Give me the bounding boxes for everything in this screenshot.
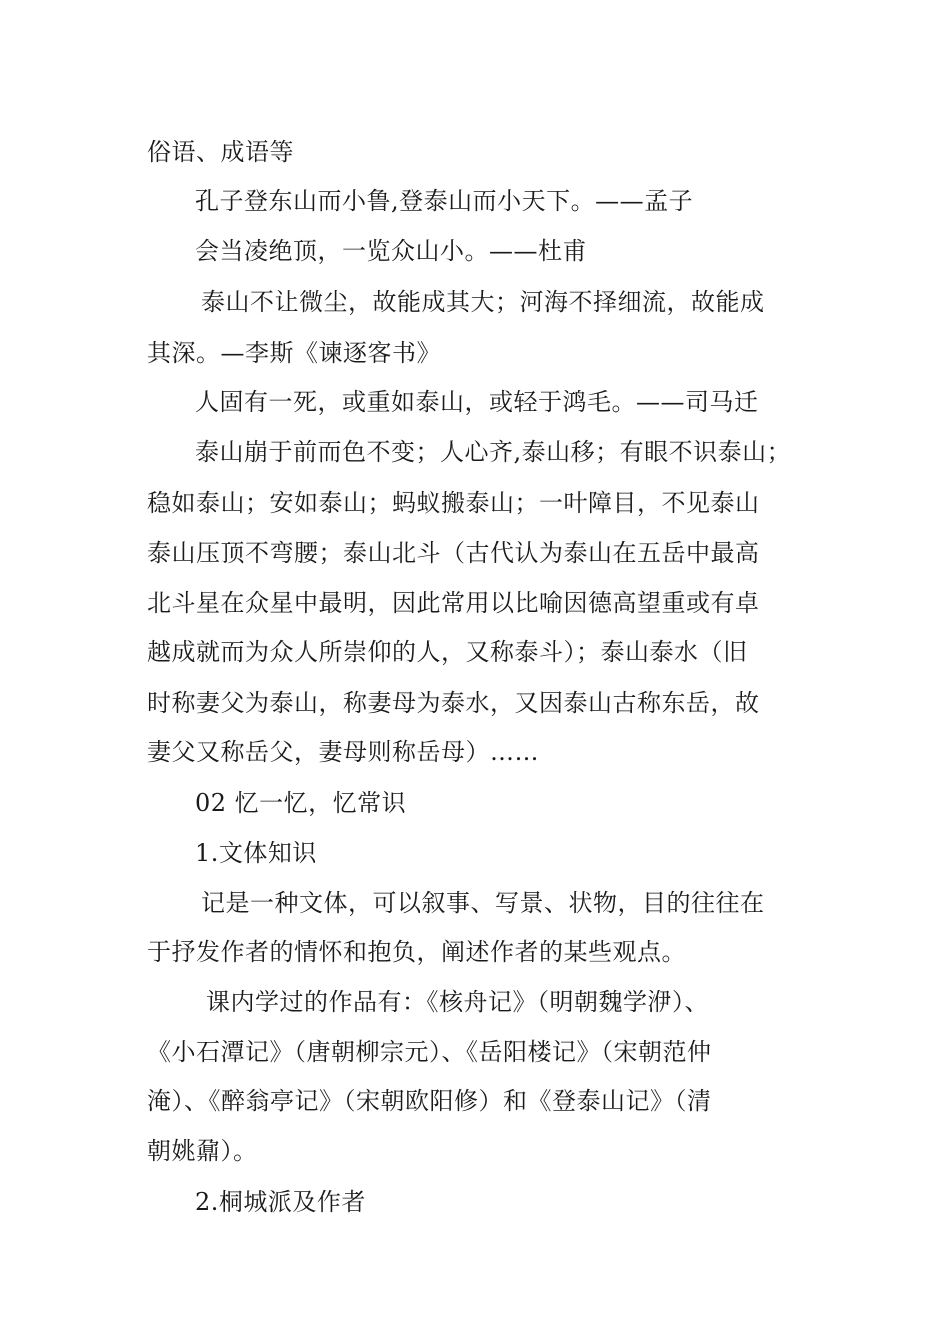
text-line-14: 记是一种文体，可以叙事、写景、状物，目的往往在	[201, 889, 765, 917]
subsection-heading-2: 2.桐城派及作者	[195, 1188, 366, 1216]
text-line-1: 俗语、成语等	[147, 138, 294, 166]
section-heading: 02 忆一忆，忆常识	[195, 789, 407, 817]
text-line-2: 孔子登东山而小鲁,登泰山而小天下。——孟子	[195, 187, 694, 215]
text-line-13: 妻父又称岳父，妻母则称岳母）……	[147, 738, 539, 766]
text-line-17: 《小石潭记》（唐朝柳宗元）、《岳阳楼记》（宋朝范仲	[147, 1038, 712, 1066]
subsection-heading-1: 1.文体知识	[195, 839, 317, 867]
text-line-11: 越成就而为众人所崇仰的人，又称泰斗）；泰山泰水（旧	[147, 638, 748, 666]
text-line-12: 时称妻父为泰山，称妻母为泰水，又因泰山古称东岳，故	[147, 689, 760, 717]
text-line-4: 泰山不让微尘，故能成其大；河海不择细流，故能成	[201, 288, 765, 316]
text-line-10: 北斗星在众星中最明，因此常用以比喻因德高望重或有卓	[147, 589, 760, 617]
text-line-18: 淹）、《醉翁亭记》（宋朝欧阳修）和《登泰山记》（清	[147, 1087, 712, 1115]
text-line-16: 课内学过的作品有：《核舟记》（明朝魏学洢）、	[206, 988, 709, 1016]
text-line-6: 人固有一死，或重如泰山，或轻于鸿毛。——司马迁	[195, 388, 759, 416]
text-line-3: 会当凌绝顶，一览众山小。——杜甫	[195, 237, 587, 265]
text-line-9: 泰山压顶不弯腰；泰山北斗（古代认为泰山在五岳中最高	[147, 539, 760, 567]
text-line-8: 稳如泰山；安如泰山；蚂蚁搬泰山；一叶障目，不见泰山	[147, 489, 760, 517]
text-line-19: 朝姚鼐）。	[147, 1137, 258, 1165]
text-line-7: 泰山崩于前而色不变；人心齐,泰山移；有眼不识泰山；	[195, 438, 792, 466]
text-line-15: 于抒发作者的情怀和抱负，阐述作者的某些观点。	[147, 938, 686, 966]
text-line-5: 其深。—李斯《谏逐客书》	[147, 339, 441, 367]
